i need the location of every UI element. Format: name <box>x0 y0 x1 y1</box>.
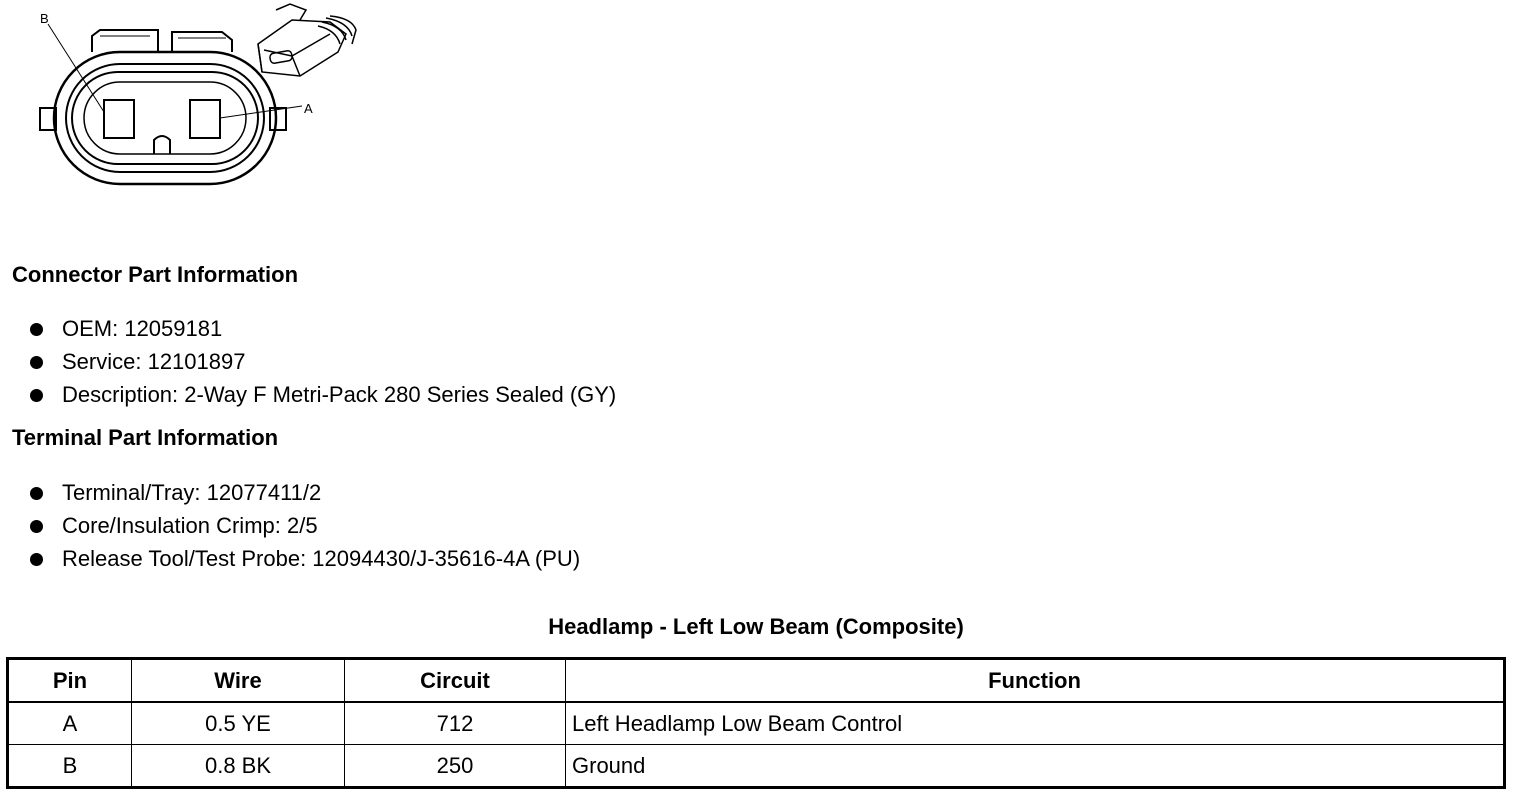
list-item-text: Core/Insulation Crimp: 2/5 <box>62 513 318 538</box>
pin-label-a: A <box>304 101 313 116</box>
connector-face-drawing <box>0 0 380 200</box>
table-row <box>8 702 1505 745</box>
cell-circuit: 250 <box>345 745 566 788</box>
list-item-text: Service: 12101897 <box>62 349 246 374</box>
cell-wire: 0.5 YE <box>132 702 345 745</box>
connector-perspective-drawing <box>258 4 356 76</box>
bullet-icon <box>30 487 43 500</box>
list-item <box>28 480 580 513</box>
bullet-icon <box>30 323 43 336</box>
cell-function: Ground <box>566 745 1505 788</box>
column-header-circuit: Circuit <box>345 659 566 703</box>
connector-diagram <box>0 0 380 200</box>
connector-part-info-list <box>28 316 616 415</box>
table-header-row <box>8 659 1505 703</box>
bullet-icon <box>30 389 43 402</box>
column-header-wire: Wire <box>132 659 345 703</box>
pin-table <box>6 657 1506 789</box>
list-item-text: OEM: 12059181 <box>62 316 223 341</box>
bullet-icon <box>30 356 43 369</box>
list-item <box>28 546 580 579</box>
column-header-pin: Pin <box>8 659 132 703</box>
list-item-text: Terminal/Tray: 12077411/2 <box>62 480 322 505</box>
list-item <box>28 382 616 415</box>
cell-pin: B <box>8 745 132 788</box>
column-header-function: Function <box>566 659 1505 703</box>
list-item <box>28 513 580 546</box>
connector-part-info-heading: Connector Part Information <box>12 262 299 287</box>
list-item <box>28 349 616 382</box>
list-item <box>28 316 616 349</box>
pin-table-title: Headlamp - Left Low Beam (Composite) <box>548 614 964 639</box>
bullet-icon <box>30 553 43 566</box>
terminal-part-info-list <box>28 480 580 579</box>
pin-label-b: B <box>40 11 49 26</box>
cell-function: Left Headlamp Low Beam Control <box>566 702 1505 745</box>
table-row <box>8 745 1505 788</box>
bullet-icon <box>30 520 43 533</box>
cell-wire: 0.8 BK <box>132 745 345 788</box>
list-item-text: Description: 2-Way F Metri-Pack 280 Series Sealed (GY) <box>62 382 617 407</box>
cell-pin: A <box>8 702 132 745</box>
terminal-part-info-heading: Terminal Part Information <box>12 425 279 450</box>
list-item-text: Release Tool/Test Probe: 12094430/J-35616-4A (PU) <box>62 546 581 571</box>
cell-circuit: 712 <box>345 702 566 745</box>
